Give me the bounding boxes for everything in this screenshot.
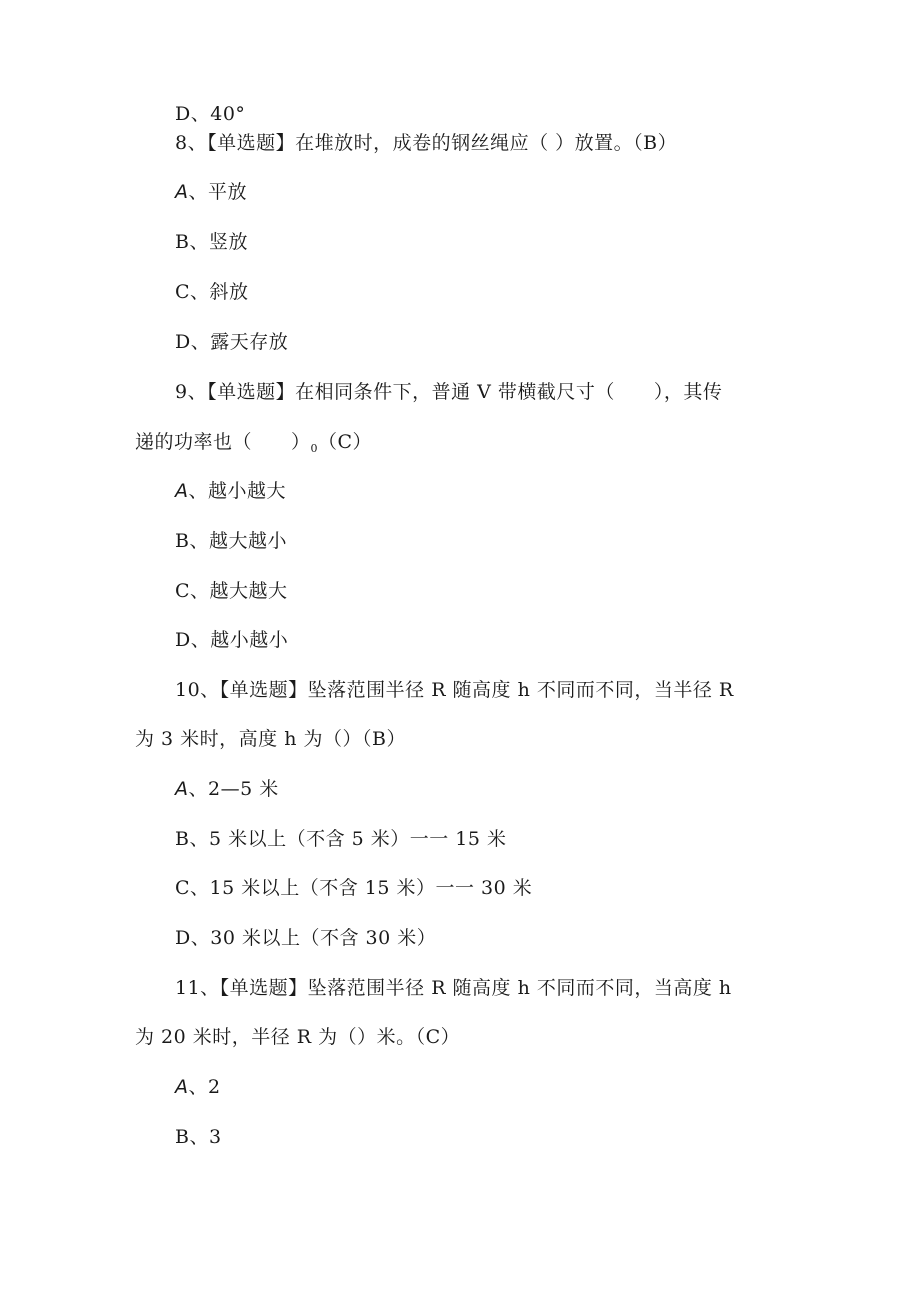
q11-option-b: B、3	[175, 1126, 222, 1148]
q10-option-a	[175, 777, 279, 801]
q11-option-a-text: 、2	[188, 1076, 221, 1098]
q9-option-a-text: 、越小越大	[188, 480, 287, 502]
q9-question-line1: 9、【单选题】在相同条件下，普通 V 带横截尺寸（ ），其传	[175, 381, 723, 403]
q9-option-c: C、越大越大	[175, 580, 288, 602]
q9-option-b: B、越大越小	[175, 530, 287, 552]
q8-option-a	[175, 180, 247, 204]
q8-question: 8、【单选题】在堆放时，成卷的钢丝绳应（ ）放置。（B）	[175, 132, 678, 154]
q11-option-a	[175, 1075, 221, 1099]
q8-option-c: C、斜放	[175, 281, 249, 303]
q9-option-a	[175, 479, 286, 503]
q10-option-b: B、5 米以上（不含 5 米）一一 15 米	[175, 828, 507, 850]
q8-option-a-label: A	[175, 181, 189, 203]
q7-option-d: D、40°	[175, 103, 246, 125]
q9-line2-answer: （C）	[318, 431, 373, 453]
q10-question-line2: 为 3 米时，高度 h 为（）（B）	[135, 728, 406, 750]
q8-option-d: D、露天存放	[175, 331, 289, 353]
q9-line2-text: 递的功率也（ ）	[135, 431, 311, 453]
q8-option-b: B、竖放	[175, 231, 248, 253]
q10-option-a-text: 、2—5 米	[188, 778, 279, 800]
q9-option-d: D、越小越小	[175, 629, 289, 651]
q10-question-line1: 10、【单选题】坠落范围半径 R 随高度 h 不同而不同，当半径 R	[175, 679, 734, 701]
q10-option-d: D、30 米以上（不含 30 米）	[175, 927, 437, 949]
q10-option-a-label: A	[175, 778, 189, 800]
q9-question-line2	[135, 430, 372, 461]
q11-question-line1: 11、【单选题】坠落范围半径 R 随高度 h 不同而不同，当高度 h	[175, 977, 732, 999]
q11-option-a-label: A	[175, 1076, 189, 1098]
q8-option-a-text: 、平放	[188, 181, 248, 203]
q9-line2-subscript: 0	[310, 442, 319, 455]
q9-option-a-label: A	[175, 480, 189, 502]
q11-question-line2: 为 20 米时，半径 R 为（）米。（C）	[135, 1026, 461, 1048]
q10-option-c: C、15 米以上（不含 15 米）一一 30 米	[175, 877, 533, 899]
